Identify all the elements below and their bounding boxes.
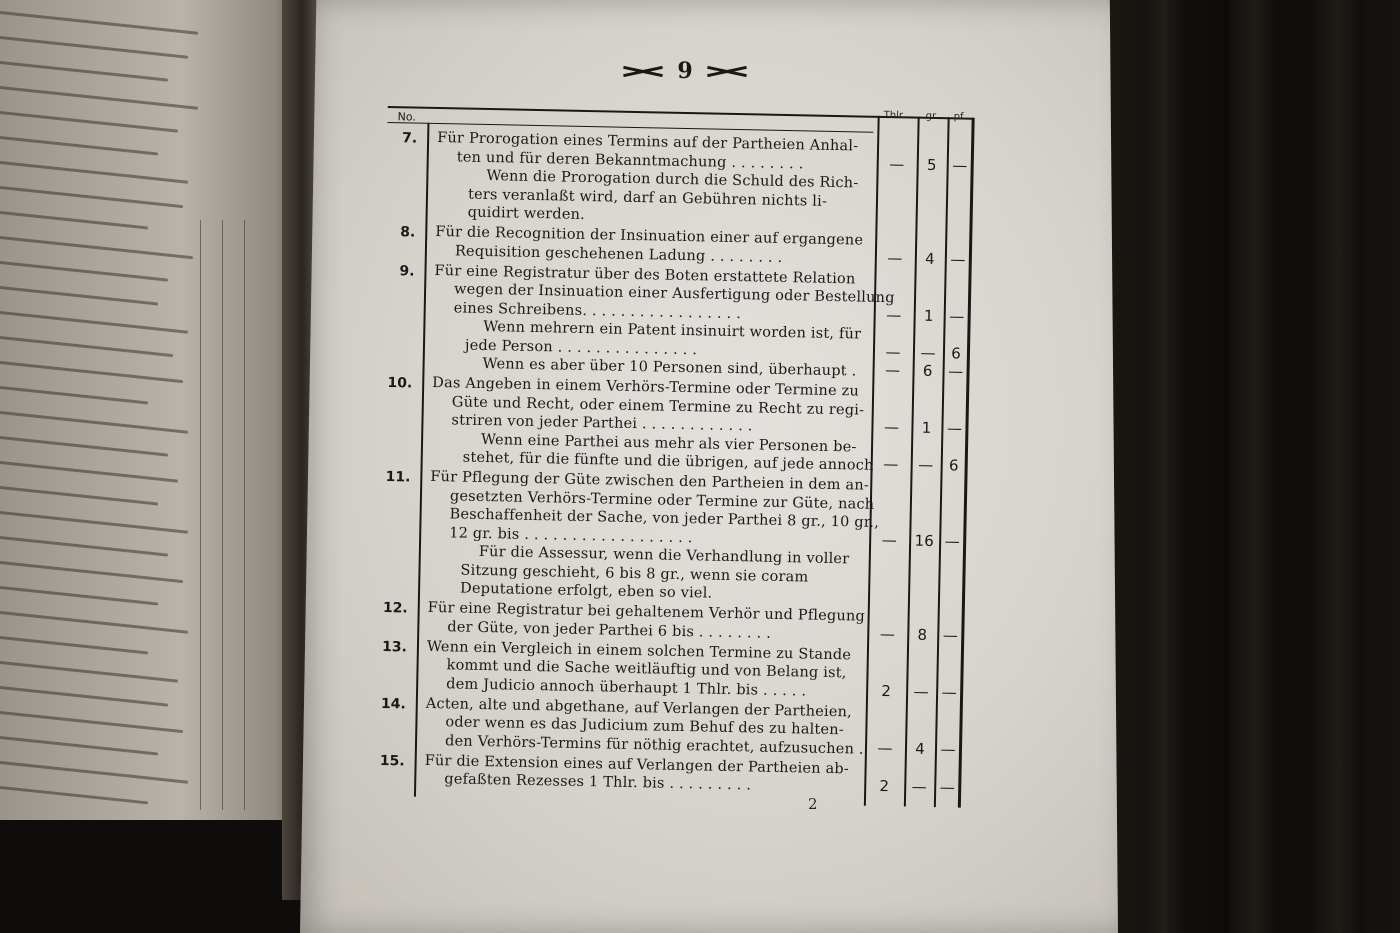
entry-number: 8.	[400, 224, 416, 241]
fee-pf-value: —	[950, 249, 966, 269]
book-spine	[1315, 0, 1363, 933]
fee-pf-value: —	[940, 739, 956, 759]
fee-gr-value: 4	[915, 739, 925, 758]
entry-text-line: ten und für deren Bekanntmachung . . . . . . . .	[456, 148, 804, 172]
fee-thlr-value: —	[883, 455, 899, 474]
fee-entry	[387, 128, 1007, 223]
fee-gr-value: —	[920, 343, 936, 362]
page-header	[610, 56, 760, 86]
entry-text-line: gesetzten Verhörs-Termine oder Termine zur Güte, nach	[449, 487, 875, 513]
fee-pf-value: —	[942, 625, 958, 645]
fee-thlr-value: 2	[881, 681, 892, 700]
column-header-no: No.	[397, 110, 416, 124]
entry-text-line: gefaßten Rezesses 1 Thlr. bis . . . . . . . . .	[444, 771, 752, 794]
entry-number: 12.	[382, 600, 408, 617]
bookshelf-background	[1110, 0, 1400, 933]
left-page	[0, 0, 300, 820]
fee-thlr-value: —	[884, 361, 901, 380]
entry-number: 11.	[385, 469, 411, 486]
fee-gr-value: 8	[917, 625, 928, 644]
entry-text-line: striren von jeder Parthei . . . . . . . . . . . .	[451, 412, 753, 435]
left-page-column-rule	[244, 220, 245, 810]
footer-page-number: 2	[808, 795, 818, 813]
entry-text-line: Güte und Recht, oder einem Termine zu Recht zu regi-	[451, 393, 865, 419]
entry-text-line: Wenn es aber über 10 Personen sind, überhaupt .	[482, 355, 857, 380]
fee-pf-value: —	[939, 778, 955, 797]
entry-text-line: 12 gr. bis . . . . . . . . . . . . . . . . . .	[449, 524, 693, 546]
entry-number: 15.	[379, 752, 405, 769]
entry-text-line: der Güte, von jeder Parthei 6 bis . . . . . . . .	[447, 618, 772, 642]
book-spine	[1230, 0, 1278, 933]
entry-text-line: Wenn eine Parthei aus mehr als vier Personen be-	[480, 431, 857, 455]
entry-text-line: Wenn mehrern ein Patent insinuirt worden ist, für	[483, 318, 862, 343]
column-header-gr: gr.	[925, 110, 939, 123]
fee-gr-value: 1	[921, 418, 932, 437]
entry-text-line: Für die Recognition der Insinuation einer auf ergangene	[435, 223, 864, 249]
fee-gr-value: —	[913, 682, 929, 701]
fee-gr-value: 16	[914, 531, 934, 550]
entry-text-line: Für die Extension eines auf Verlangen der Partheien ab-	[424, 752, 850, 777]
entry-text-line: Acten, alte und abgethane, auf Verlangen der Partheien,	[425, 695, 853, 720]
entry-text-line: quidirt werden.	[467, 204, 586, 223]
fee-gr-value: 5	[926, 155, 937, 174]
fee-thlr-value: —	[885, 342, 901, 361]
entry-text-line: eines Schreibens. . . . . . . . . . . . . . . . .	[453, 299, 742, 322]
fee-thlr-value: —	[879, 624, 895, 643]
entry-text-line: den Verhörs-Termins für nöthig erachtet, aufzusuchen .	[444, 732, 864, 758]
fee-thlr-value: —	[889, 154, 905, 173]
entry-text-line: stehet, für die fünfte und die übrigen, auf jede annoch	[462, 449, 874, 474]
entry-text-line: Beschaffenheit der Sache, von jeder Parthei 8 gr., 10 gr.,	[449, 506, 880, 531]
entry-text-line: Requisition geschehenen Ladung . . . . . . . .	[454, 242, 783, 266]
left-page-column-rule	[222, 220, 223, 810]
entry-text-line: Für Pflegung der Güte zwischen den Partheien in dem an-	[430, 468, 870, 494]
fee-gr-value: 1	[923, 306, 934, 325]
fee-pf-value: 6	[950, 343, 961, 363]
fee-pf-value: —	[949, 306, 965, 326]
column-header-pf: pf.	[953, 111, 967, 123]
ornament-right	[707, 64, 747, 78]
fee-gr-value: —	[911, 777, 927, 796]
fee-table	[374, 96, 1008, 818]
entry-text-line: Für eine Registratur bei gehaltenem Verhör und Pflegung	[427, 599, 866, 625]
entry-text-line: Sitzung geschieht, 6 bis 8 gr., wenn sie coram	[460, 562, 809, 586]
ornament-left	[623, 64, 663, 78]
entry-text-line: Das Angeben in einem Verhörs-Termine oder Termine zu	[432, 374, 860, 400]
header-page-number: 9	[677, 58, 693, 84]
left-page-blurred-text	[0, 0, 220, 812]
fee-thlr-value: 2	[879, 777, 890, 796]
fee-thlr-value: —	[887, 248, 903, 267]
entry-text-line: Für die Assessur, wenn die Verhandlung in voller	[478, 543, 850, 568]
fee-thlr-value: —	[886, 305, 902, 324]
fee-gr-value: 4	[924, 249, 935, 268]
fee-entry	[385, 222, 1005, 269]
left-page-column-rule	[200, 220, 201, 810]
fee-thlr-value: —	[883, 418, 900, 437]
fee-pf-value: —	[946, 419, 963, 438]
entry-number: 10.	[387, 375, 413, 392]
fee-pf-value: —	[944, 531, 960, 551]
entry-number: 13.	[381, 638, 408, 655]
entry-text-line: jede Person . . . . . . . . . . . . . . .	[464, 337, 698, 358]
entry-text-line: dem Judicio annoch überhaupt 1 Thlr. bis . . . . .	[446, 675, 807, 700]
fee-gr-value: 6	[922, 361, 933, 380]
fee-thlr-value: —	[881, 530, 897, 549]
fee-pf-value: 6	[948, 456, 959, 475]
fee-gr-value: —	[918, 455, 934, 475]
fee-pf-value: —	[947, 362, 964, 381]
entry-text-line: ters veranlaßt wird, darf an Gebühren nichts li-	[467, 186, 828, 210]
entry-text-line: oder wenn es das Judicium zum Behuf des zu halten-	[445, 714, 845, 739]
fee-pf-value: —	[941, 682, 957, 702]
book-spine	[1140, 0, 1188, 933]
entry-text-line: Wenn die Prorogation durch die Schuld des Rich-	[486, 167, 859, 192]
fee-thlr-value: —	[877, 738, 893, 757]
column-header-thlr: Thlr.	[883, 109, 906, 122]
entry-text-line: kommt und die Sache weitläuftig und von Belang ist,	[446, 657, 847, 682]
entry-number: 14.	[380, 695, 406, 712]
fee-pf-value: —	[952, 155, 968, 175]
entry-text-line: Wenn ein Vergleich in einem solchen Termine zu Stande	[426, 638, 852, 663]
entry-text-line: Für Prorogation eines Termins auf der Partheien Anhal-	[437, 129, 859, 155]
entry-text-line: wegen der Insinuation einer Ausfertigung oder Bestellung	[453, 281, 895, 307]
entry-text-line: Für eine Registratur über des Boten erstattete Relation	[434, 262, 856, 287]
entry-number: 9.	[399, 262, 415, 280]
entry-text-line: Deputatione erfolgt, eben so viel.	[459, 580, 713, 602]
entry-number: 7.	[401, 130, 418, 147]
